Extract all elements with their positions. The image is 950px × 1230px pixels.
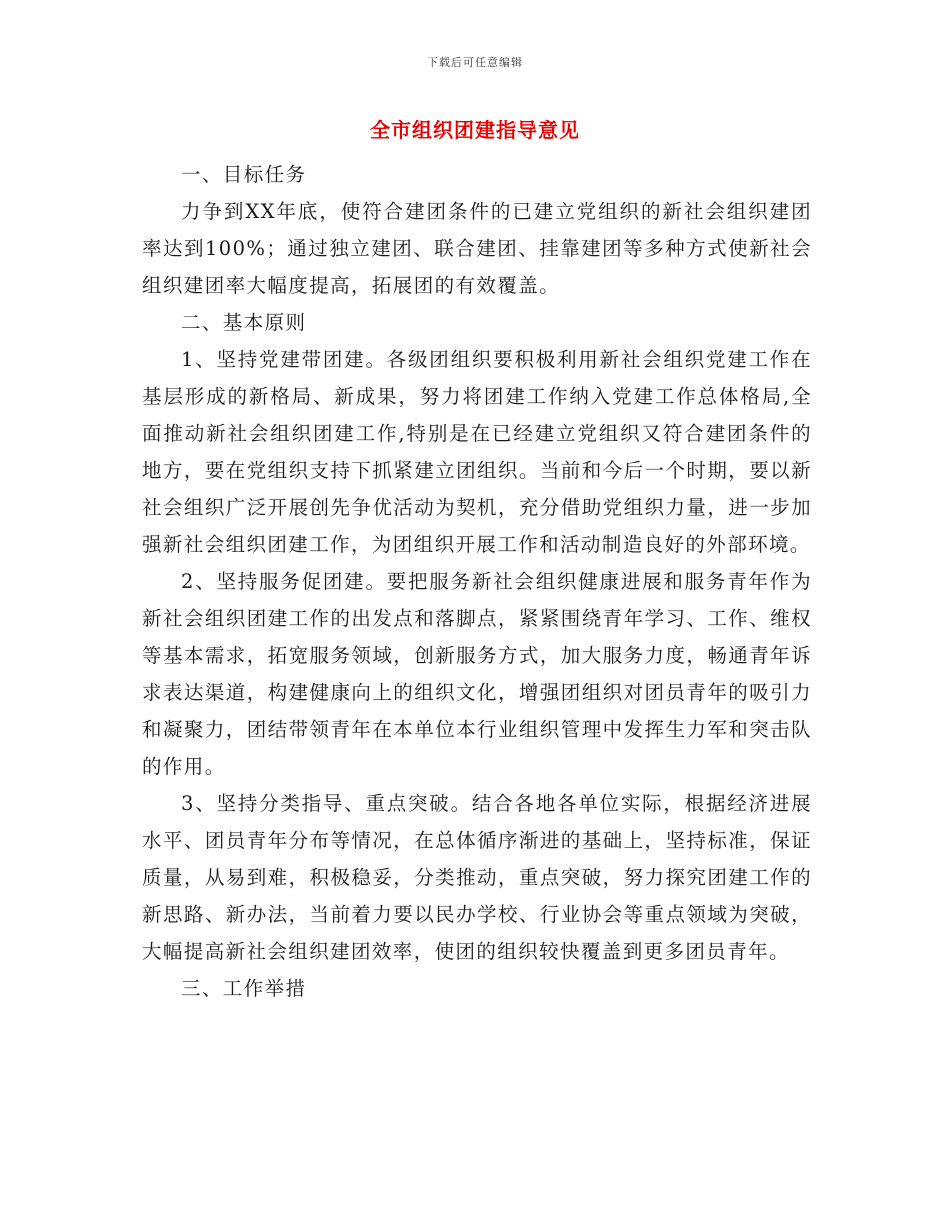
paragraph-goals: 力争到XX年底，使符合建团条件的已建立党组织的新社会组织建团率达到100%；通过独立建团、联合建团、挂靠建团等多种方式使新社会组织建团率大幅度提高，拓展团的有效覆盖。 bbox=[142, 200, 812, 297]
paragraph-principle-2: 2、坚持服务促团建。要把服务新社会组织健康进展和服务青年作为新社会组织团建工作的出发点和落脚点，紧紧围绕青年学习、工作、维权等基本需求，拓宽服务领域，创新服务方式，加大服务力度，畅通青年诉求表达渠道，构建健康向上的组织文化，增强团组织对团员青年的吸引力和凝聚力，团结带领青年在本单位本行业组织管理中发挥生力军和突击队的作用。 bbox=[142, 570, 812, 778]
paragraph-principle-1: 1、坚持党建带团建。各级团组织要积极利用新社会组织党建工作在基层形成的新格局、新成果，努力将团建工作纳入党建工作总体格局,全面推动新社会组织团建工作,特别是在已经建立党组织又符合建团条件的地方，要在党组织支持下抓紧建立团组织。当前和今后一个时期，要以新社会组织广泛开展创先争优活动为契机，充分借助党组织力量，进一步加强新社会组织团建工作，为团组织开展工作和活动制造良好的外部环境。 bbox=[142, 348, 812, 556]
header-note: 下载后可任意编辑 bbox=[427, 56, 523, 69]
paragraph-principle-3: 3、坚持分类指导、重点突破。结合各地各单位实际，根据经济进展水平、团员青年分布等情况，在总体循序渐进的基础上，坚持标准，保证质量，从易到难，积极稳妥，分类推动，重点突破，努力探究团建工作的新思路、新办法，当前着力要以民办学校、行业协会等重点领域为突破，大幅提高新社会组织建团效率，使团的组织较快覆盖到更多团员青年。 bbox=[142, 792, 812, 963]
section-heading-principles: 二、基本原则 bbox=[181, 311, 307, 334]
document-body bbox=[142, 156, 812, 1007]
document-title: 全市组织团建指导意见 bbox=[370, 118, 580, 142]
section-heading-goals: 一、目标任务 bbox=[181, 163, 307, 186]
section-heading-measures: 三、工作举措 bbox=[181, 977, 307, 1000]
